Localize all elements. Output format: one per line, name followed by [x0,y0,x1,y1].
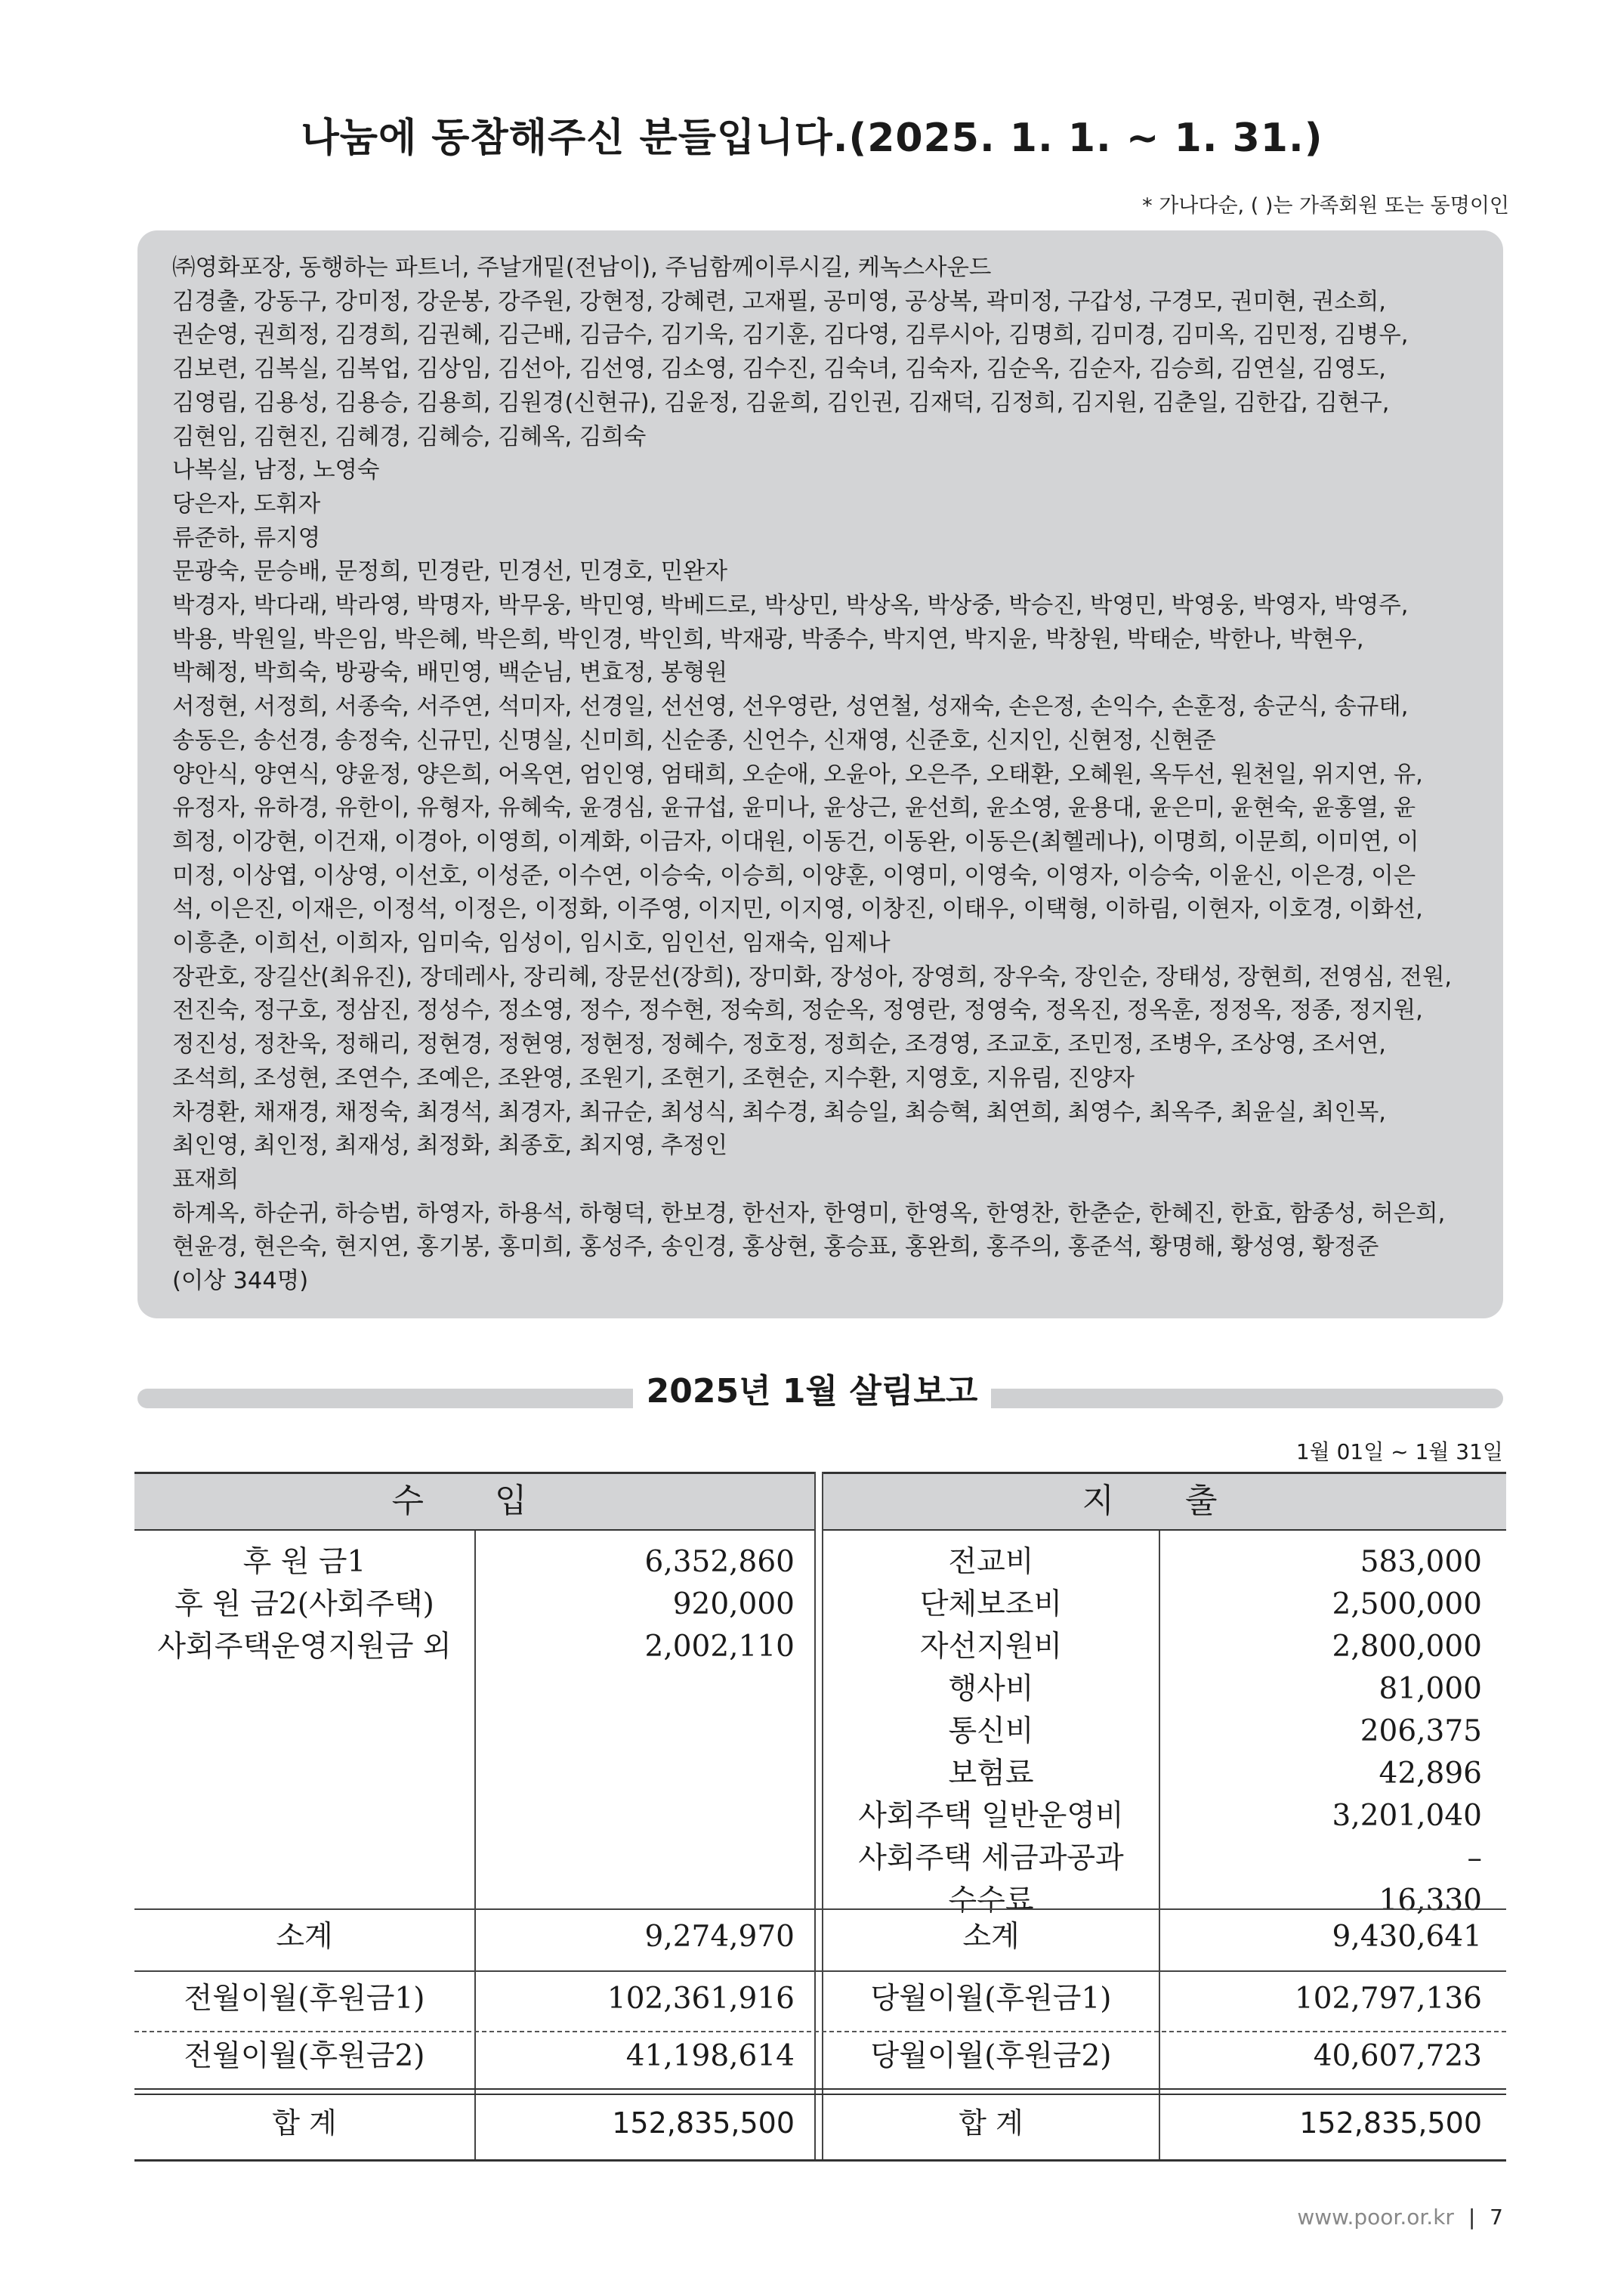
donor-line: 문광숙, 문승배, 문정희, 민경란, 민경선, 민경호, 민완자 [172,558,728,586]
expense-item-label: 통신비 [948,1714,1034,1748]
donor-line: 하계옥, 하순귀, 하승범, 하영자, 하용석, 하형덕, 한보경, 한선자, 한영미, 한영옥, 한영찬, 한춘순, 한혜진, 한효, 함종성, 허은희, [172,1200,1446,1227]
expense-header: 지 출 [823,1472,1506,1531]
expense-item-label: 자선지원비 [919,1630,1063,1664]
expense-item-amount: 16,330 [1379,1884,1482,1918]
expense-item-label: 보험료 [948,1757,1034,1791]
income-item-amount: 2,002,110 [644,1630,795,1664]
income-total-amount: 152,835,500 [612,2106,795,2140]
footer-url[interactable]: www.poor.or.kr [1297,2205,1454,2230]
sort-note: * 가나다순, ( )는 가족회원 또는 동명이인 [1142,194,1509,218]
report-title [0,1364,1624,1412]
total-top-line-1 [134,2088,1506,2090]
donor-line: 당은자, 도휘자 [172,490,321,518]
expense-item-amount: – [1467,1841,1482,1875]
expense-item-amount: 3,201,040 [1332,1799,1482,1833]
donor-line: 이흥춘, 이희선, 이희자, 임미숙, 임성이, 임시호, 임인선, 임재숙, 임제나 [172,930,891,957]
finance-table [134,1472,1506,2161]
donor-line: 나복실, 남정, 노영숙 [172,457,380,484]
expense-total-label: 합 계 [959,2106,1023,2140]
income-total-label: 합 계 [272,2106,337,2140]
donor-line: 희정, 이강현, 이건재, 이경아, 이영희, 이계화, 이금자, 이대원, 이동건, 이동완, 이동은(최헬레나), 이명희, 이문희, 이미연, 이 [172,828,1419,855]
expense-carry-1-label: 당월이월(후원금1) [870,1982,1112,2016]
donor-line: 표재희 [172,1166,239,1193]
donor-line: 김경출, 강동구, 강미정, 강운봉, 강주원, 강현정, 강혜련, 고재필, 공미영, 공상복, 곽미정, 구갑성, 구경모, 권미현, 권소희, [172,288,1386,315]
expense-item-label: 행사비 [948,1672,1034,1706]
donor-line: 현윤경, 현은숙, 현지연, 홍기봉, 홍미희, 홍성주, 송인경, 홍상현, 홍승표, 홍완희, 홍주의, 홍준석, 황명해, 황성영, 황정준 [172,1234,1379,1261]
donor-line: 박용, 박원일, 박은임, 박은혜, 박은희, 박인경, 박인희, 박재광, 박종수, 박지연, 박지윤, 박창원, 박태순, 박한나, 박현우, [172,626,1364,653]
donor-line: 김보련, 김복실, 김복업, 김상임, 김선아, 김선영, 김소영, 김수진, 김숙녀, 김숙자, 김순옥, 김순자, 김승희, 김연실, 김영도, [172,356,1386,383]
report-title-text: 2025년 1월 살림보고 [633,1372,992,1411]
income-item-label: 사회주택운영지원금 외 [157,1630,452,1664]
expense-item-label: 사회주택 일반운영비 [858,1799,1124,1833]
donor-line: 박혜정, 박희숙, 방광숙, 배민영, 백순님, 변효정, 봉형원 [172,660,728,687]
report-period: 1월 01일 ~ 1월 31일 [1295,1439,1503,1464]
expense-item-label: 단체보조비 [919,1587,1063,1621]
donor-line: 미정, 이상엽, 이상영, 이선호, 이성준, 이수연, 이승숙, 이승희, 이양훈, 이영미, 이영숙, 이영자, 이승숙, 이윤신, 이은경, 이은 [172,862,1416,889]
expense-item-amount: 81,000 [1379,1672,1482,1706]
donor-line: 권순영, 권희정, 김경희, 김권혜, 김근배, 김금수, 김기욱, 김기훈, 김다영, 김루시아, 김명희, 김미경, 김미옥, 김민정, 김병우, [172,322,1409,349]
income-item-label: 후 원 금1 [242,1545,366,1579]
donor-line: 차경환, 채재경, 채정숙, 최경석, 최경자, 최규순, 최성식, 최수경, 최승일, 최승혁, 최연희, 최영수, 최옥주, 최윤실, 최인목, [172,1099,1386,1126]
donor-line: 김영림, 김용성, 김용승, 김용희, 김원경(신현규), 김윤정, 김윤희, 김인권, 김재덕, 김정희, 김지원, 김춘일, 김한갑, 김현구, [172,389,1390,416]
donor-line: 서정현, 서정희, 서종숙, 서주연, 석미자, 선경일, 선선영, 선우영란, 성연철, 성재숙, 손은정, 손익수, 손훈정, 송군식, 송규태, [172,694,1409,721]
donor-line: 석, 이은진, 이재은, 이정석, 이정은, 이정화, 이주영, 이지민, 이지영, 이창진, 이태우, 이택형, 이하림, 이현자, 이호경, 이화선, [172,896,1423,923]
donor-line: 조석희, 조성현, 조연수, 조예은, 조완영, 조원기, 조현기, 조현순, 지수환, 지영호, 지유림, 진양자 [172,1065,1135,1092]
donor-line: 유정자, 유하경, 유한이, 유형자, 유혜숙, 윤경심, 윤규섭, 윤미나, 윤상근, 윤선희, 윤소영, 윤용대, 윤은미, 윤현숙, 윤홍열, 윤 [172,795,1416,822]
total-top-line-2 [134,2094,1506,2095]
expense-item-amount: 206,375 [1360,1714,1482,1748]
expense-carry-2-amount: 40,607,723 [1313,2039,1482,2073]
income-header: 수 입 [134,1472,814,1531]
expense-subtotal-amount: 9,430,641 [1332,1920,1482,1954]
expense-subtotal-label: 소계 [962,1920,1020,1954]
donor-line: ㈜영화포장, 동행하는 파트너, 주날개밑(전남이), 주님함께이루시길, 케녹스사운드 [172,255,992,281]
donor-list-box [137,230,1503,1318]
donor-line: 장관호, 장길산(최유진), 장데레사, 장리혜, 장문선(장희), 장미화, 장성아, 장영희, 장우숙, 장인순, 장태성, 장현희, 전영심, 전원, [172,963,1453,990]
income-carry-2-amount: 41,198,614 [625,2039,795,2073]
donor-line: 최인영, 최인정, 최재성, 최정화, 최종호, 최지영, 추정인 [172,1133,728,1160]
expense-item-amount: 2,500,000 [1332,1587,1482,1621]
expense-item-label: 수수료 [948,1884,1034,1918]
page-footer: www.poor.or.kr | 7 [1297,2205,1503,2230]
expense-carry-2-label: 당월이월(후원금2) [870,2039,1112,2073]
carry-top-line [134,1970,1506,1972]
donor-line: 정진성, 정찬욱, 정해리, 정현경, 정현영, 정현정, 정혜수, 정호정, 정희순, 조경영, 조교호, 조민정, 조병우, 조상영, 조서연, [172,1031,1386,1058]
expense-total-amount: 152,835,500 [1299,2106,1482,2140]
expense-item-amount: 42,896 [1379,1757,1482,1791]
table-bottom-line [134,2159,1506,2162]
income-item-label: 후 원 금2(사회주택) [174,1587,434,1621]
expense-item-label: 사회주택 세금과공과 [858,1841,1124,1875]
income-item-amount: 6,352,860 [644,1545,795,1579]
expense-item-amount: 583,000 [1360,1545,1482,1579]
expense-item-amount: 2,800,000 [1332,1630,1482,1664]
page-title: 나눔에 동참해주신 분들입니다.(2025. 1. 1. ~ 1. 31.) [301,116,1323,161]
income-carry-1-label: 전월이월(후원금1) [184,1982,425,2016]
income-carry-1-amount: 102,361,916 [607,1982,795,2016]
income-carry-2-label: 전월이월(후원금2) [184,2039,425,2073]
subtotal-top-line [134,1908,1506,1910]
donor-line: 전진숙, 정구호, 정삼진, 정성수, 정소영, 정수, 정수현, 정숙희, 정순옥, 정영란, 정영숙, 정옥진, 정옥훈, 정정옥, 정종, 정지원, [172,997,1423,1024]
income-subtotal-amount: 9,274,970 [644,1920,795,1954]
donor-line: 김현임, 김현진, 김혜경, 김혜승, 김혜옥, 김희숙 [172,423,647,450]
page-number: 7 [1490,2205,1503,2230]
income-subtotal-label: 소계 [276,1920,333,1954]
column-divider [814,1472,816,2161]
income-item-amount: 920,000 [672,1587,795,1621]
donor-line: 박경자, 박다래, 박라영, 박명자, 박무웅, 박민영, 박베드로, 박상민, 박상옥, 박상중, 박승진, 박영민, 박영웅, 박영자, 박영주, [172,592,1409,620]
carry-dashed-line [134,2031,1506,2032]
donor-line: (이상 344명) [172,1268,309,1295]
donor-line: 양안식, 양연식, 양윤정, 양은희, 어옥연, 엄인영, 엄태희, 오순애, 오윤아, 오은주, 오태환, 오혜원, 옥두선, 원천일, 위지연, 유, [172,761,1423,788]
donor-line: 류준하, 류지영 [172,524,321,552]
expense-item-label: 전교비 [948,1545,1034,1579]
donor-line: 송동은, 송선경, 송정숙, 신규민, 신명실, 신미희, 신순종, 신언수, 신재영, 신준호, 신지인, 신현정, 신현준 [172,727,1216,754]
expense-carry-1-amount: 102,797,136 [1294,1982,1482,2016]
